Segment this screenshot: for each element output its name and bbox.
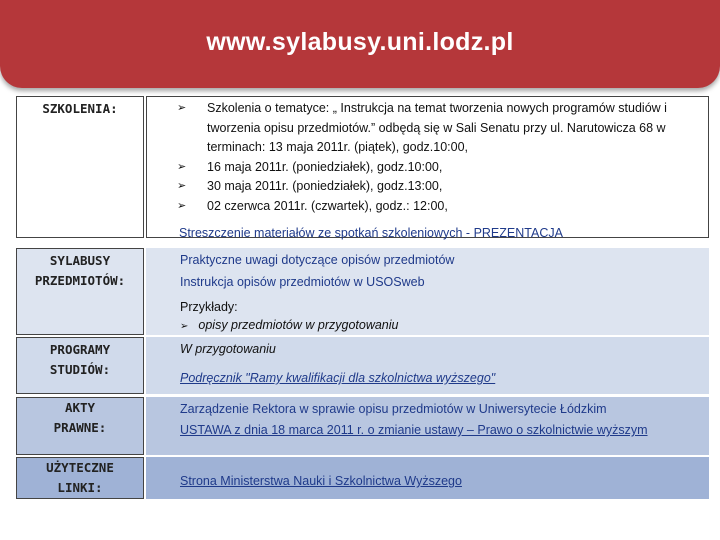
- header-banner: [0, 0, 720, 88]
- arrowhead-bullet-icon: ➢: [177, 180, 187, 192]
- section-label-uzyteczne: UŻYTECZNE LINKI:: [16, 457, 144, 499]
- szkolenia-content: [146, 96, 709, 238]
- arrowhead-bullet-icon: ➢: [177, 160, 187, 173]
- uzyteczne-content: [146, 457, 709, 499]
- summary-presentation-link[interactable]: Streszczenie materiałów ze spotkań szkoleniowych - PREZENTACJA: [179, 226, 563, 240]
- section-label-akty: AKTY PRAWNE:: [16, 397, 144, 455]
- rector-ordinance-link[interactable]: Zarządzenie Rektora w sprawie opisu przedmiotów w Uniwersytecie Łódzkim: [180, 402, 607, 416]
- practical-notes-link[interactable]: Praktyczne uwagi dotyczące opisów przedmiotów: [180, 253, 455, 267]
- arrowhead-bullet-icon: ➢: [177, 199, 187, 212]
- training-list: [177, 99, 707, 216]
- list-item: ➢ 16 maja 2011r. (poniedziałek), godz.10:00,: [177, 158, 707, 178]
- section-label-szkolenia-text: SZKOLENIA:: [42, 101, 118, 116]
- qualifications-handbook-link[interactable]: Podręcznik "Ramy kwalifikacji dla szkolnictwa wyższego": [180, 371, 496, 385]
- usosweb-instruction-link[interactable]: Instrukcja opisów przedmiotów w USOSweb: [180, 275, 425, 289]
- section-label-sylabusy: SYLABUSY PRZEDMIOTÓW:: [16, 248, 144, 335]
- section-label-szkolenia: [16, 96, 144, 238]
- examples-label: Przykłady:: [180, 300, 238, 314]
- sylabusy-content: [146, 248, 709, 335]
- triangle-bullet-icon: ➢: [180, 321, 189, 332]
- list-item: ➢ 02 czerwca 2011r. (czwartek), godz.: 12:00,: [177, 197, 707, 217]
- akty-content: [146, 397, 709, 455]
- site-title[interactable]: www.sylabusy.uni.lodz.pl: [206, 28, 514, 56]
- section-label-programy: PROGRAMY STUDIÓW:: [16, 337, 144, 394]
- in-preparation-text: W przygotowaniu: [180, 342, 276, 356]
- example-item[interactable]: ➢ opisy przedmiotów w przygotowaniu: [180, 318, 399, 332]
- act-amendment-link[interactable]: USTAWA z dnia 18 marca 2011 r. o zmianie ustawy – Prawo o szkolnictwie wyższym: [180, 423, 648, 437]
- arrowhead-bullet-icon: ➢: [177, 102, 187, 114]
- ministry-website-link[interactable]: Strona Ministerstwa Nauki i Szkolnictwa Wyższego: [180, 474, 462, 488]
- list-item: ➢ 30 maja 2011r. (poniedziałek), godz.13:00,: [177, 177, 707, 197]
- list-item: ➢ Szkolenia o tematyce: „ Instrukcja na temat tworzenia nowych programów studiów i tworzenia opisu przedmiotów.” odbędą się w Sali Senatu przy ul. Narutowicza 68 w terminach: 13 maja 2011r. (piątek), godz.10:00,: [177, 101, 667, 154]
- programy-content: [146, 337, 709, 394]
